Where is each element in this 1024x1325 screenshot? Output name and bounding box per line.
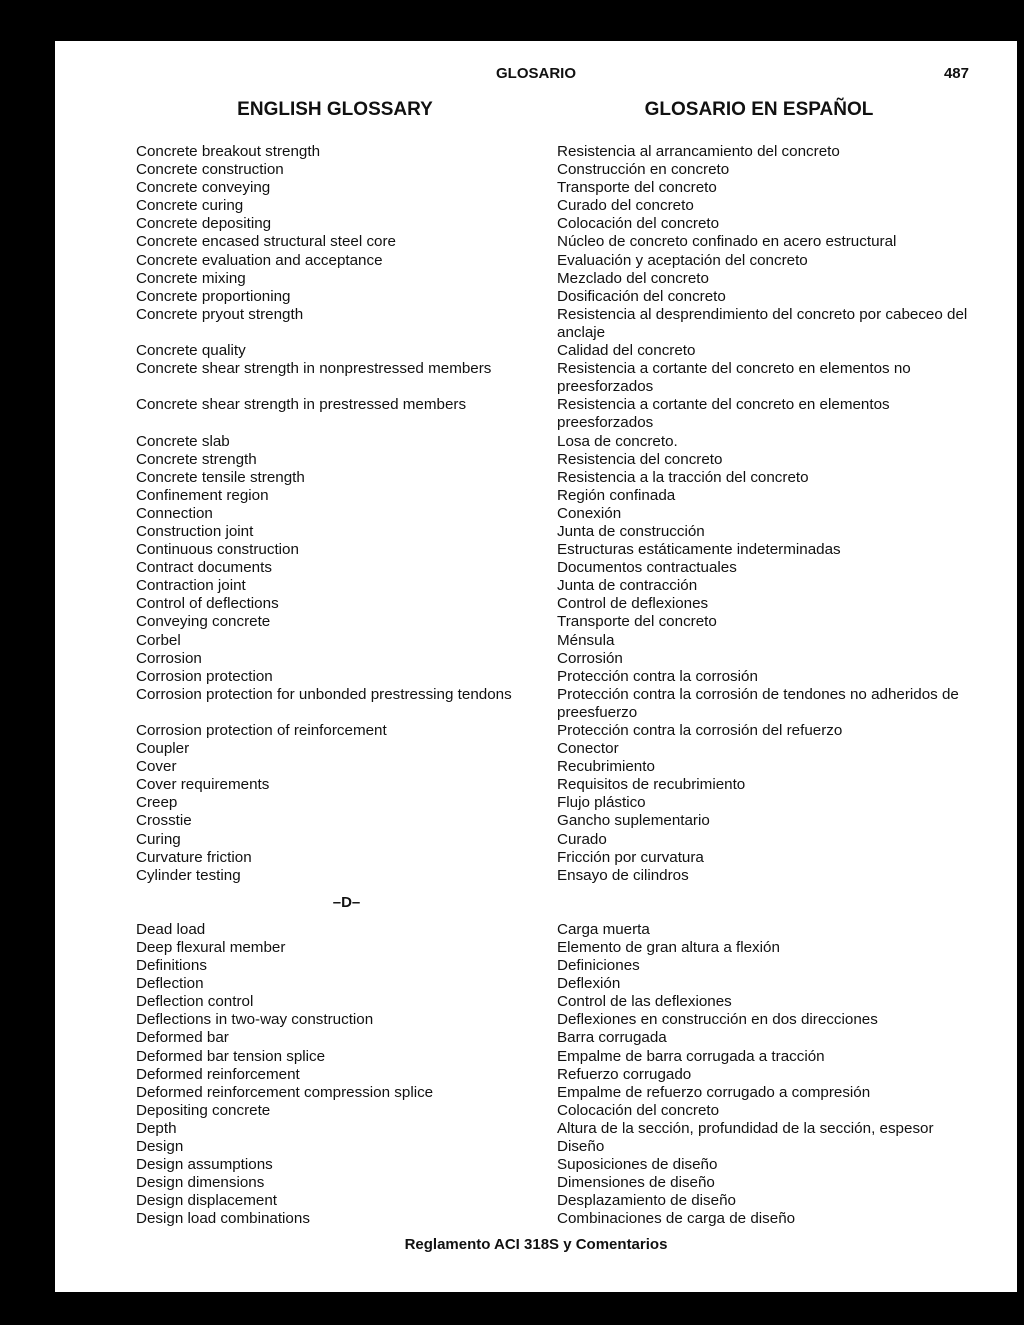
spanish-term: Ensayo de cilindros	[557, 866, 689, 884]
glossary-row	[55, 1102, 1017, 1120]
english-term: Construction joint	[136, 522, 254, 540]
glossary-row	[55, 233, 1017, 251]
glossary-row	[55, 613, 1017, 631]
glossary-row	[55, 1192, 1017, 1210]
glossary-row	[55, 939, 1017, 957]
glossary-row	[55, 740, 1017, 758]
english-term: Coupler	[136, 740, 190, 758]
english-term: Concrete depositing	[136, 215, 272, 233]
spanish-term: Corrosión	[557, 649, 623, 667]
glossary-row	[55, 921, 1017, 939]
glossary-row	[55, 668, 1017, 686]
spanish-term: Transporte del concreto	[557, 179, 717, 197]
spanish-term: Protección contra la corrosión	[557, 667, 758, 685]
english-term: Concrete encased structural steel core	[136, 233, 397, 251]
page-footer	[55, 1236, 1017, 1253]
glossary-row	[55, 161, 1017, 179]
english-term: Concrete curing	[136, 197, 244, 215]
english-term: Corrosion	[136, 649, 202, 667]
english-term: Design	[136, 1137, 184, 1155]
glossary-row	[55, 577, 1017, 595]
english-term: Control of deflections	[136, 595, 279, 613]
glossary-row	[55, 433, 1017, 451]
spanish-term: Protección contra la corrosión del refuerzo	[557, 722, 843, 739]
english-term: Confinement region	[136, 486, 269, 504]
spanish-term: Junta de contracción	[557, 577, 698, 595]
spanish-term: Mezclado del concreto	[557, 269, 709, 287]
english-term: Deformed bar tension splice	[136, 1047, 326, 1065]
glossary-row	[55, 360, 1017, 396]
spanish-term: Construcción en concreto	[557, 161, 730, 179]
spanish-term: Refuerzo corrugado	[557, 1065, 692, 1083]
english-term: Depth	[136, 1119, 177, 1137]
english-term: Deep flexural member	[136, 938, 286, 956]
spanish-term: Resistencia a cortante del concreto en elementos preesforzados	[557, 396, 890, 432]
english-term: Conveying concrete	[136, 613, 271, 631]
english-term: Cover	[136, 758, 177, 776]
glossary-row	[55, 559, 1017, 577]
glossary-row	[55, 758, 1017, 776]
spanish-term: Núcleo de concreto confinado en acero estructural	[557, 233, 897, 251]
english-term: Concrete slab	[136, 432, 230, 450]
spanish-term: Colocación del concreto	[557, 1101, 720, 1119]
spanish-term: Documentos contractuales	[557, 559, 737, 577]
glossary-row	[55, 505, 1017, 523]
glossary-row	[55, 342, 1017, 360]
spanish-term: Deflexiones en construcción en dos direcciones	[557, 1011, 878, 1029]
glossary-row	[55, 469, 1017, 487]
english-term: Creep	[136, 794, 178, 812]
spanish-term: Deflexión	[557, 975, 621, 993]
glossary-row	[55, 1048, 1017, 1066]
glossary-row	[55, 1029, 1017, 1047]
glossary-row	[55, 179, 1017, 197]
english-term: Deflection	[136, 975, 204, 993]
english-term: Cylinder testing	[136, 866, 241, 884]
english-term: Concrete mixing	[136, 269, 246, 287]
glossary-row	[55, 650, 1017, 668]
english-term: Curing	[136, 830, 181, 848]
spanish-term: Transporte del concreto	[557, 613, 717, 631]
spanish-term: Junta de construcción	[557, 522, 705, 540]
glossary-row	[55, 812, 1017, 830]
spanish-term: Flujo plástico	[557, 794, 646, 812]
section-letter-d: –D–	[332, 893, 361, 911]
english-term: Corbel	[136, 631, 181, 649]
glossary-row	[55, 197, 1017, 215]
page-number: 487	[943, 65, 969, 82]
english-term: Continuous construction	[136, 541, 299, 559]
glossary-row	[55, 1120, 1017, 1138]
glossary-row	[55, 1174, 1017, 1192]
spanish-term: Losa de concreto.	[557, 432, 678, 450]
spanish-column-heading: GLOSARIO EN ESPAÑOL	[644, 99, 874, 120]
spanish-term: Resistencia a la tracción del concreto	[557, 468, 809, 486]
english-term: Design load combinations	[136, 1210, 310, 1228]
spanish-term: Suposiciones de diseño	[557, 1156, 718, 1174]
spanish-term: Resistencia al desprendimiento del concreto por cabeceo del anclaje	[557, 305, 968, 341]
spanish-term: Definiciones	[557, 957, 640, 975]
glossary-row	[55, 957, 1017, 975]
spanish-term: Estructuras estáticamente indeterminadas	[557, 541, 841, 559]
english-term: Deflections in two-way construction	[136, 1011, 374, 1029]
spanish-term: Curado del concreto	[557, 197, 694, 215]
glossary-row	[55, 1210, 1017, 1228]
glossary-row	[55, 270, 1017, 288]
english-term: Concrete construction	[136, 161, 284, 179]
spanish-term: Calidad del concreto	[557, 342, 696, 360]
glossary-row	[55, 794, 1017, 812]
spanish-term: Gancho suplementario	[557, 812, 710, 830]
glossary-row	[55, 1011, 1017, 1029]
glossary-row	[55, 288, 1017, 306]
spanish-term: Control de deflexiones	[557, 595, 709, 613]
glossary-row	[55, 849, 1017, 867]
english-term: Deformed reinforcement compression splice	[136, 1083, 434, 1101]
glossary-row	[55, 215, 1017, 233]
running-title: GLOSARIO	[495, 65, 576, 82]
glossary-entries	[55, 143, 1017, 1228]
glossary-row	[55, 396, 1017, 432]
spanish-term: Resistencia al arrancamiento del concreto	[557, 143, 840, 160]
english-term: Crosstie	[136, 812, 192, 830]
glossary-row	[55, 252, 1017, 270]
glossary-row	[55, 722, 1017, 740]
english-term: Concrete strength	[136, 450, 257, 468]
document-page	[55, 41, 1017, 1292]
spanish-term: Diseño	[557, 1137, 605, 1155]
english-term: Deformed reinforcement	[136, 1065, 300, 1083]
spanish-term: Curado	[557, 830, 607, 848]
glossary-row	[55, 143, 1017, 161]
footer-title: Reglamento ACI 318S y Comentarios	[404, 1236, 668, 1253]
glossary-row	[55, 1066, 1017, 1084]
english-term: Concrete quality	[136, 342, 246, 360]
english-term: Concrete pryout strength	[136, 305, 304, 323]
spanish-term: Colocación del concreto	[557, 215, 720, 233]
spanish-term: Recubrimiento	[557, 758, 655, 776]
spanish-term: Altura de la sección, profundidad de la sección, espesor	[557, 1119, 934, 1137]
english-term: Concrete shear strength in nonprestressed members	[136, 360, 492, 378]
spanish-term: Conexión	[557, 504, 622, 522]
spanish-term: Carga muerta	[557, 920, 650, 938]
spanish-term: Desplazamiento de diseño	[557, 1192, 736, 1210]
glossary-row	[55, 831, 1017, 849]
spanish-term: Evaluación y aceptación del concreto	[557, 251, 808, 269]
spanish-term: Protección contra la corrosión de tendones no adheridos de preesfuerzo	[557, 685, 959, 721]
english-term: Corrosion protection of reinforcement	[136, 722, 387, 739]
english-term: Curvature friction	[136, 848, 252, 866]
glossary-row	[55, 1156, 1017, 1174]
spanish-term: Resistencia a cortante del concreto en elementos no preesforzados	[557, 360, 911, 396]
glossary-row	[55, 686, 1017, 722]
english-term: Concrete breakout strength	[136, 143, 321, 160]
spanish-term: Región confinada	[557, 486, 676, 504]
english-term: Cover requirements	[136, 776, 270, 794]
english-term: Concrete evaluation and acceptance	[136, 251, 383, 269]
glossary-row	[55, 975, 1017, 993]
spanish-term: Conector	[557, 740, 619, 758]
spanish-term: Dimensiones de diseño	[557, 1174, 715, 1192]
glossary-row	[55, 306, 1017, 342]
glossary-row	[55, 451, 1017, 469]
spanish-term: Ménsula	[557, 631, 615, 649]
glossary-row	[55, 776, 1017, 794]
section-d-entries	[55, 921, 1017, 1229]
spanish-term: Control de las deflexiones	[557, 993, 732, 1011]
spanish-term: Fricción por curvatura	[557, 848, 704, 866]
english-term: Concrete shear strength in prestressed members	[136, 396, 467, 414]
glossary-row	[55, 632, 1017, 650]
glossary-row	[55, 523, 1017, 541]
english-term: Connection	[136, 504, 213, 522]
spanish-term: Barra corrugada	[557, 1029, 667, 1047]
glossary-row	[55, 595, 1017, 613]
spanish-term: Empalme de refuerzo corrugado a compresión	[557, 1083, 871, 1101]
english-term: Deflection control	[136, 993, 254, 1011]
glossary-row	[55, 993, 1017, 1011]
section-c-entries	[55, 143, 1017, 885]
spanish-term: Empalme de barra corrugada a tracción	[557, 1047, 825, 1065]
glossary-row	[55, 1138, 1017, 1156]
english-term: Concrete proportioning	[136, 287, 291, 305]
spanish-term: Elemento de gran altura a flexión	[557, 938, 780, 956]
english-term: Depositing concrete	[136, 1101, 271, 1119]
english-term: Design assumptions	[136, 1156, 273, 1174]
spanish-term: Combinaciones de carga de diseño	[557, 1210, 796, 1228]
glossary-row	[55, 1084, 1017, 1102]
english-term: Concrete tensile strength	[136, 468, 305, 486]
english-term: Corrosion protection for unbonded prestressing tendons	[136, 685, 512, 703]
glossary-row	[55, 867, 1017, 885]
english-term: Contraction joint	[136, 577, 246, 595]
spanish-term: Resistencia del concreto	[557, 450, 723, 468]
english-term: Deformed bar	[136, 1029, 229, 1047]
english-term: Definitions	[136, 957, 207, 975]
english-term: Contract documents	[136, 559, 272, 577]
english-term: Corrosion protection	[136, 667, 273, 685]
english-term: Dead load	[136, 920, 206, 938]
english-term: Design displacement	[136, 1192, 277, 1210]
english-term: Concrete conveying	[136, 179, 271, 197]
spanish-term: Dosificación del concreto	[557, 287, 726, 305]
english-term: Design dimensions	[136, 1174, 265, 1192]
spanish-term: Requisitos de recubrimiento	[557, 776, 746, 794]
english-column-heading: ENGLISH GLOSSARY	[237, 99, 433, 120]
glossary-row	[55, 541, 1017, 559]
glossary-row	[55, 487, 1017, 505]
